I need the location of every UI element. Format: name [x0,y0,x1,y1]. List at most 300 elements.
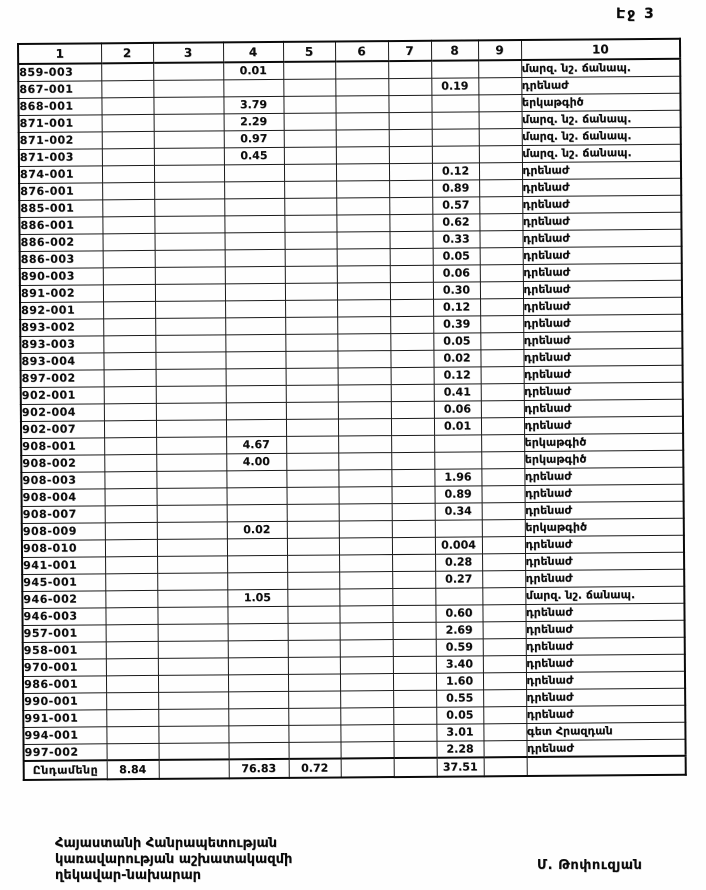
table-row-cell-8: 0.12 [432,162,479,179]
table-row-cell-2 [106,692,158,709]
column-header-1: 1 [18,43,101,64]
table-row-cell-2 [105,573,157,590]
table-row-cell-6 [338,435,391,452]
table-row-cell-8 [432,145,479,162]
table-row-cell-6 [339,554,392,571]
table-row-cell-9 [483,655,526,672]
table-row-cell-7 [391,384,434,401]
table-row-cell-1: 902-004 [21,403,104,421]
table-row-cell-7 [393,707,436,724]
table-row-cell-2 [106,658,158,675]
table-row-cell-9 [479,179,522,196]
table-row-cell-1: 893-003 [20,335,103,353]
table-row-cell-6 [337,282,390,299]
table-row-cell-1: 871-002 [19,131,102,149]
table-body [18,59,686,780]
table-row-cell-7 [392,554,435,571]
table-row-cell-10: դրենաժ [523,246,682,264]
table-row-cell-3 [158,725,228,743]
table-row-cell-9 [479,230,522,247]
table-row-cell-7 [390,299,433,316]
table-row-cell-9 [481,366,524,383]
table-row-cell-10: դրենաժ [523,314,682,332]
table-row-cell-1: 891-002 [20,284,103,302]
table-row-cell-3 [158,691,228,709]
table-row-cell-9 [482,587,525,604]
table-row-cell-3 [154,130,224,148]
table-row-cell-4 [225,351,285,368]
column-header-7: 7 [388,41,431,61]
ledger-table [17,38,687,781]
table-row-cell-5 [288,690,340,707]
table-row-cell-4 [226,419,286,436]
table-row-cell-3 [154,164,224,182]
total-row-cell-5: 0.72 [289,758,341,777]
table-row-cell-4 [228,657,288,674]
table-row-cell-10: դրենաժ [525,535,684,553]
table-row-cell-3 [155,249,225,267]
table-row-cell-3 [157,555,227,573]
table-row-cell-10: դրենաժ [524,467,683,485]
table-row-cell-7 [390,248,433,265]
table-row-cell-3 [154,147,224,165]
table-row-cell-9 [479,145,522,162]
table-row-cell-6 [335,61,388,78]
table-row-cell-8: 0.39 [433,315,480,332]
table-row-cell-7 [390,282,433,299]
table-row-cell-2 [105,556,157,573]
table-row-cell-10: դրենաժ [523,263,682,281]
table-row-cell-4 [224,181,284,198]
table-row-cell-1: 897-002 [21,369,104,387]
table-row-cell-2 [105,590,157,607]
table-row-cell-6 [338,367,391,384]
table-row-cell-5 [284,214,336,231]
table-row-cell-4 [225,317,285,334]
table-row-cell-4 [223,79,283,96]
table-row-cell-8: 0.06 [433,264,480,281]
table-row-cell-10: դրենաժ [522,195,681,213]
table-row-cell-6 [340,741,393,758]
table-row-cell-9 [482,553,525,570]
table-row-cell-4 [228,674,288,691]
table-row-cell-1: 908-002 [21,454,104,472]
table-row-cell-4 [226,487,286,504]
table-row-cell-8: 0.89 [434,485,481,502]
table-row-cell-10: դրենաժ [522,178,681,196]
table-row-cell-2 [102,165,154,182]
table-row-cell-10: երկաթգիծ [524,433,683,451]
table-row-cell-9 [482,536,525,553]
table-row-cell-10: դրենաժ [523,348,682,366]
table-row-cell-4: 1.05 [227,589,287,606]
table-row-cell-6 [338,486,391,503]
table-row-cell-4 [227,555,287,572]
table-row-cell-4 [228,623,288,640]
table-row-cell-4: 4.67 [226,436,286,453]
table-row-cell-8: 0.19 [431,77,478,94]
table-row-cell-7 [390,333,433,350]
table-row-cell-10: դրենաժ [523,297,682,315]
table-row-cell-9 [483,723,526,740]
table-row-cell-6 [340,690,393,707]
table-row-cell-3 [158,657,228,675]
table-row-cell-7 [388,78,431,95]
table-row-cell-7 [391,486,434,503]
table-row-cell-3 [155,266,225,284]
table-row-cell-5 [285,248,337,265]
table-row-cell-5 [287,605,339,622]
table-row-cell-9 [480,332,523,349]
table-row-cell-4 [228,640,288,657]
table-row-cell-8: 0.12 [434,366,481,383]
table-row-cell-3 [157,504,227,522]
table-row-cell-3 [157,538,227,556]
table-row-cell-7 [391,435,434,452]
table-row-cell-2 [101,80,153,97]
table-row-cell-1: 886-001 [19,216,102,234]
table-row-cell-7 [389,163,432,180]
table-row-cell-10: մարզ. նշ. ճանապ. [522,127,681,145]
table-row-cell-2 [102,182,154,199]
table-row-cell-9 [480,349,523,366]
table-row-cell-6 [335,95,388,112]
table-row-cell-5 [285,333,337,350]
table-row-cell-5 [288,741,340,758]
table-row-cell-10: դրենաժ [524,484,683,502]
table-row-cell-3 [155,300,225,318]
table-row-cell-5 [288,673,340,690]
table-row-cell-1: 871-003 [19,148,102,166]
table-row-cell-5 [287,588,339,605]
table-row-cell-3 [158,674,228,692]
table-row-cell-4 [226,368,286,385]
table-row-cell-1: 893-004 [20,352,103,370]
table-row-cell-10: երկաթգիծ [521,93,680,111]
table-row-cell-1: 893-002 [20,318,103,336]
table-row-cell-2 [103,335,155,352]
table-row-cell-6 [340,707,393,724]
table-row-cell-5 [285,316,337,333]
table-row-cell-8: 0.62 [432,213,479,230]
table-row-cell-7 [391,452,434,469]
table-row-cell-5 [284,146,336,163]
table-row-cell-8: 0.60 [435,604,482,621]
table-row-cell-1: 902-001 [21,386,104,404]
table-row-cell-5 [285,299,337,316]
table-row-cell-2 [105,539,157,556]
table-row-cell-3 [156,402,226,420]
column-header-10: 10 [521,39,680,60]
table-row-cell-9 [481,468,524,485]
table-row-cell-4 [224,198,284,215]
table-row-cell-3 [157,606,227,624]
table-row-cell-8: 1.96 [434,468,481,485]
table-row-cell-2 [102,199,154,216]
table-row-cell-8: 0.89 [432,179,479,196]
table-row-cell-8: 0.34 [435,502,482,519]
table-row-cell-2 [104,471,156,488]
table-row-cell-2 [103,284,155,301]
table-row-cell-4 [228,708,288,725]
table-row-cell-7 [393,690,436,707]
table-row-cell-1: 908-004 [22,488,105,506]
table-row-cell-7 [389,197,432,214]
table-row-cell-1: 876-001 [19,182,102,200]
total-row-cell-1: Ընդամենը [24,760,107,780]
table-row-cell-2 [106,726,158,743]
table-row-cell-7 [392,520,435,537]
table-row-cell-2 [104,403,156,420]
table-row-cell-1: 941-001 [22,556,105,574]
table-row-cell-3 [158,623,228,641]
total-row-cell-3 [159,759,229,779]
table-row-cell-10: դրենաժ [523,331,682,349]
table-row-cell-2 [101,63,153,80]
table-row-cell-8: 0.27 [435,570,482,587]
table-row-cell-1: 874-001 [19,165,102,183]
table-row-cell-1: 886-002 [20,233,103,251]
table-row-cell-8: 0.55 [436,689,483,706]
table-row-cell-1: 957-001 [23,624,106,642]
column-header-8: 8 [431,40,478,60]
table-row-cell-10: դրենաժ [526,620,685,638]
table-row-cell-9 [479,196,522,213]
table-row-cell-1: 908-010 [22,539,105,557]
table-row-cell-8: 0.33 [432,230,479,247]
table-row-cell-4: 0.97 [224,130,284,147]
table-row-cell-10: դրենաժ [525,569,684,587]
table-row-cell-10: դրենաժ [522,212,681,230]
table-row-cell-10: դրենաժ [524,365,683,383]
table-row-cell-10: մարզ. նշ. ճանապ. [521,59,680,77]
table-row-cell-9 [479,162,522,179]
table-row-cell-10: դրենաժ [525,603,684,621]
table-row-cell-4 [225,334,285,351]
table-row-cell-4 [224,232,284,249]
table-row-cell-4 [227,606,287,623]
table-row-cell-3 [154,198,224,216]
table-row-cell-9 [483,740,526,757]
table-row-cell-6 [337,299,390,316]
table-row-cell-10: դրենաժ [526,654,685,672]
table-row-cell-2 [104,386,156,403]
table-row-cell-6 [338,384,391,401]
table-row-cell-6 [339,571,392,588]
table-row-cell-6 [337,350,390,367]
total-row-cell-10 [527,756,686,776]
table-row-cell-7 [389,129,432,146]
table-row-cell-9 [478,94,521,111]
table-row-cell-7 [388,61,431,78]
table-row-cell-7 [390,265,433,282]
total-row-cell-9 [484,757,527,776]
table-row-cell-10: դրենաժ [522,161,681,179]
signatory-title-line3: ղեկավար-նախարար [55,868,202,883]
table-row-cell-6 [339,537,392,554]
table-row-cell-10: դրենաժ [521,76,680,94]
signatory-name: Մ. Թոփուզյան [537,858,643,873]
table-row-cell-5 [287,537,339,554]
table-row-cell-1: 908-009 [22,522,105,540]
table-row-cell-2 [106,624,158,641]
total-row-cell-4: 76.83 [229,759,289,778]
table-row-cell-5 [286,401,338,418]
table-row-cell-6 [339,520,392,537]
table-row-cell-9 [483,706,526,723]
table-row-cell-1: 991-001 [23,709,106,727]
table-row-cell-8: 0.01 [434,417,481,434]
table-row-cell-1: 890-003 [20,267,103,285]
table-row-cell-5 [287,520,339,537]
table-row-cell-6 [336,146,389,163]
table-row-cell-5 [284,129,336,146]
table-row-cell-3 [156,368,226,386]
table-row-cell-7 [393,656,436,673]
table-row-cell-10: դրենաժ [526,705,685,723]
table-row-cell-4 [226,402,286,419]
table-row-cell-7 [390,316,433,333]
table-row-cell-9 [479,128,522,145]
table-row-cell-2 [106,709,158,726]
table-row-cell-1: 868-001 [18,97,101,115]
table-row-cell-3 [155,334,225,352]
table-row-cell-6 [336,197,389,214]
column-header-4: 4 [223,42,283,62]
table-row-cell-4: 4.00 [226,453,286,470]
table-row-cell-8: 0.05 [433,247,480,264]
table-row-cell-6 [340,639,393,656]
table-row-cell-6 [339,588,392,605]
column-header-9: 9 [478,40,521,60]
table-row-cell-7 [389,146,432,163]
table-row-cell-8: 3.01 [436,723,483,740]
signatory-title-line2: կառավարության աշխատակազմի [55,852,293,867]
table-row-cell-4 [226,385,286,402]
table-row-cell-9 [481,383,524,400]
table-row-cell-7 [392,605,435,622]
table-row-cell-7 [392,537,435,554]
table-row-cell-1: 994-001 [23,726,106,744]
table-row-cell-2 [101,97,153,114]
table-row-cell-9 [481,451,524,468]
table-row-cell-4 [224,164,284,181]
table-row-cell-2 [105,607,157,624]
table-row-cell-4: 3.79 [223,96,283,113]
table-row-cell-9 [480,315,523,332]
table-row-cell-6 [338,418,391,435]
table-row-cell-8: 0.06 [434,400,481,417]
table-row-cell-9 [481,417,524,434]
table-row-cell-2 [103,267,155,284]
table-row-cell-8 [434,451,481,468]
table-row-cell-10: դրենաժ [524,399,683,417]
table-row-cell-5 [287,554,339,571]
table-row-cell-7 [393,741,436,758]
table-row-cell-3 [156,487,226,505]
column-header-2: 2 [101,43,153,63]
table-row-cell-3 [153,96,223,114]
table-row-cell-3 [157,589,227,607]
table-row-cell-9 [478,77,521,94]
table-row-cell-2 [105,505,157,522]
table-row-cell-5 [286,367,338,384]
table-row-cell-8 [432,111,479,128]
table-row-cell-7 [389,214,432,231]
signatory-title-block [55,836,292,884]
page-number-label: Էջ 3 [616,6,656,22]
total-row-cell-6 [341,758,394,777]
table-row-cell-9 [482,604,525,621]
table-row-cell-5 [283,62,335,79]
table-row-cell-5 [288,724,340,741]
table-row-cell-3 [158,640,228,658]
table-row-cell-9 [478,60,521,77]
table-row-cell-1: 946-003 [22,607,105,625]
column-header-3: 3 [153,42,223,63]
table-row-cell-10: դրենաժ [526,637,685,655]
table-row-cell-8 [435,519,482,536]
table-row-cell-6 [340,724,393,741]
table-row-cell-6 [336,231,389,248]
table-row-cell-6 [336,180,389,197]
table-row-cell-8: 0.02 [433,349,480,366]
table-row-cell-3 [156,436,226,454]
table-row-cell-4 [224,215,284,232]
table-row-cell-4 [225,283,285,300]
table-row-cell-2 [104,420,156,437]
table-row-cell-7 [391,401,434,418]
table-row-cell-10: դրենաժ [526,671,685,689]
table-row-cell-10: դրենաժ [524,382,683,400]
table-row-cell-6 [338,469,391,486]
table-row-cell-5 [284,180,336,197]
table-row-cell-1: 886-003 [20,250,103,268]
table-row-cell-9 [482,502,525,519]
table-row-cell-4 [227,538,287,555]
table-row-cell-5 [286,452,338,469]
table-row-cell-9 [479,111,522,128]
table-row-cell-6 [337,248,390,265]
table-row-cell-6 [336,112,389,129]
table-row-cell-8 [431,60,478,77]
table-row-cell-5 [288,707,340,724]
table-row-cell-6 [338,452,391,469]
table-row-cell-3 [153,62,223,80]
table-row-cell-10: մարզ. նշ. ճանապ. [522,110,681,128]
table-row-cell-5 [286,384,338,401]
table-row-cell-9 [483,621,526,638]
table-row-cell-3 [157,572,227,590]
table-row-cell-3 [155,283,225,301]
table-row-cell-3 [156,470,226,488]
total-row [24,756,686,780]
table-row-cell-3 [156,419,226,437]
table-row-cell-9 [481,400,524,417]
table-row-cell-2 [106,675,158,692]
table-row-cell-2 [102,148,154,165]
table-row-cell-1: 885-001 [19,199,102,217]
table-row-cell-5 [286,486,338,503]
table-row-cell-6 [335,78,388,95]
table-row-cell-8: 0.05 [436,706,483,723]
table-row-cell-1: 892-001 [20,301,103,319]
table-row-cell-8: 0.05 [433,332,480,349]
table-row-cell-4 [228,742,288,759]
table-row-cell-7 [391,418,434,435]
table-row-cell-3 [154,113,224,131]
signatory-title-line1: Հայաստանի Հանրապետության [55,836,278,851]
